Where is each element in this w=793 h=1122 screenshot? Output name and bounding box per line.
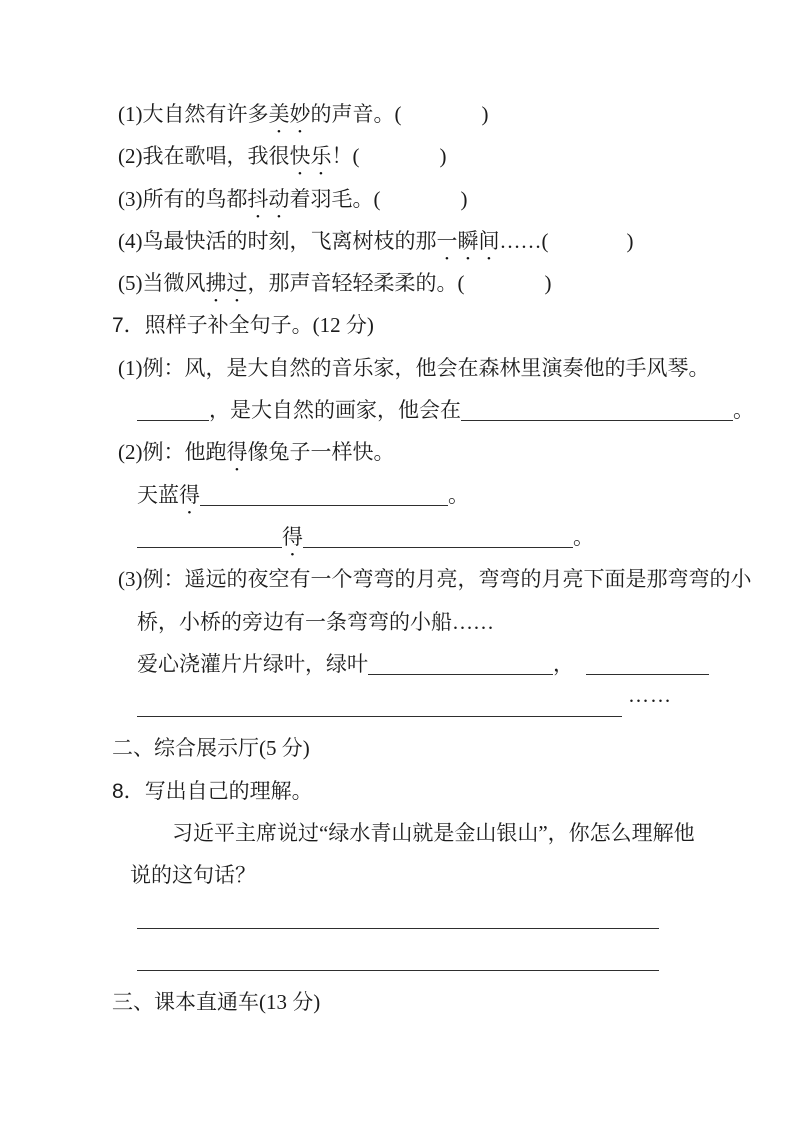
answer-blank-line <box>137 918 659 929</box>
answer-space <box>574 667 586 671</box>
answer-space <box>360 159 440 163</box>
q7-2-fill-2 <box>0 516 793 558</box>
emphasized-text: 抖动 <box>247 186 290 211</box>
q7-2-example <box>0 431 793 473</box>
text-segment: (5)当微风 <box>118 271 206 296</box>
text-segment: ) <box>544 271 552 296</box>
emphasized-text: 得 <box>226 440 248 465</box>
text-segment: 。 <box>573 524 594 549</box>
q8-para-line-2 <box>0 854 793 896</box>
answer-blank-line <box>461 410 733 421</box>
text-segment: …… <box>628 683 672 708</box>
answer-space <box>622 709 628 713</box>
text-segment: 写出自己的理解。 <box>144 778 313 803</box>
text-segment: 8． <box>112 779 145 803</box>
q8-para-line-1 <box>0 812 793 854</box>
text-segment: (2)例：他跑 <box>118 440 227 465</box>
text-segment: 像兔子一样快。 <box>247 440 395 465</box>
answer-space <box>465 286 545 290</box>
q8-answer-line-1 <box>0 897 793 939</box>
text-segment: 着羽毛。( <box>289 186 381 211</box>
text-segment: (1)大自然有许多 <box>118 102 269 126</box>
text-segment: ……( <box>499 228 549 253</box>
q7-1-fill <box>0 389 793 431</box>
q7-heading <box>0 304 793 346</box>
answer-blank-line <box>137 960 659 971</box>
text-segment: ！( <box>331 144 360 169</box>
q7-3-fill-1 <box>0 643 793 685</box>
text-segment: 三、课本直通车(13 分) <box>112 990 321 1015</box>
text-segment: 。 <box>733 398 754 423</box>
text-segment: 桥，小桥的旁边有一条弯弯的小船…… <box>137 609 494 634</box>
answer-space <box>381 202 461 206</box>
emphasized-text: 美妙 <box>268 102 311 126</box>
text-segment: 说的这句话？ <box>130 863 256 888</box>
answer-blank-line <box>200 495 448 506</box>
worksheet-rows <box>0 93 793 1024</box>
text-segment: 照样子补全句子。(12 分) <box>144 313 374 338</box>
text-segment: ) <box>460 186 468 211</box>
q6-item-1 <box>0 93 793 135</box>
answer-blank-line <box>137 537 282 548</box>
answer-blank-line <box>137 706 622 717</box>
emphasized-text: 快乐 <box>289 144 332 169</box>
q6-item-2 <box>0 135 793 177</box>
text-segment: ， <box>553 651 574 676</box>
emphasized-text: 一瞬间 <box>436 228 500 253</box>
text-segment: 习近平主席说过“绿水青山就是金山银山”，你怎么理解他 <box>172 821 695 846</box>
q8-answer-line-2 <box>0 939 793 981</box>
emphasized-text: 得 <box>179 482 200 507</box>
q7-2-fill-1 <box>0 474 793 516</box>
text-segment: 。 <box>448 482 469 507</box>
answer-space <box>549 244 627 248</box>
q7-3-fill-2 <box>0 685 793 727</box>
text-segment: 天蓝 <box>137 482 179 507</box>
text-segment: 7． <box>112 314 145 338</box>
text-segment: ) <box>481 102 489 126</box>
q6-item-3 <box>0 178 793 220</box>
text-segment: 的声音。( <box>310 102 402 126</box>
text-segment: (1)例：风，是大自然的音乐家，他会在森林里演奏他的手风琴。 <box>118 355 710 380</box>
text-segment: (4)鸟最快活的时刻，飞离树枝的那 <box>118 228 437 253</box>
text-segment: ，那声音轻轻柔柔的。( <box>247 271 465 296</box>
text-segment: 爱心浇灌片片绿叶，绿叶 <box>137 651 368 676</box>
text-segment: (3)例：遥远的夜空有一个弯弯的月亮，弯弯的月亮下面是那弯弯的小 <box>118 567 752 592</box>
text-segment: (3)所有的鸟都 <box>118 186 248 211</box>
text-segment: ) <box>626 228 634 253</box>
text-segment: (2)我在歌唱，我很 <box>118 144 290 169</box>
text-segment: ) <box>439 144 447 169</box>
answer-blank-line <box>586 664 709 675</box>
q8-heading <box>0 770 793 812</box>
section-3-heading <box>0 981 793 1023</box>
answer-blank-line <box>303 537 573 548</box>
q7-1-example <box>0 347 793 389</box>
answer-blank-line <box>368 664 553 675</box>
emphasized-text: 得 <box>282 524 303 549</box>
answer-blank-line <box>137 410 209 421</box>
q6-item-4 <box>0 220 793 262</box>
q7-3-example-cont <box>0 601 793 643</box>
emphasized-text: 拂过 <box>205 271 248 296</box>
section-2-heading <box>0 727 793 769</box>
text-segment: 二、综合展示厅(5 分) <box>112 736 310 761</box>
q7-3-example <box>0 558 793 600</box>
q6-item-5 <box>0 262 793 304</box>
answer-space <box>402 117 482 121</box>
text-segment: ，是大自然的画家，他会在 <box>209 398 461 423</box>
